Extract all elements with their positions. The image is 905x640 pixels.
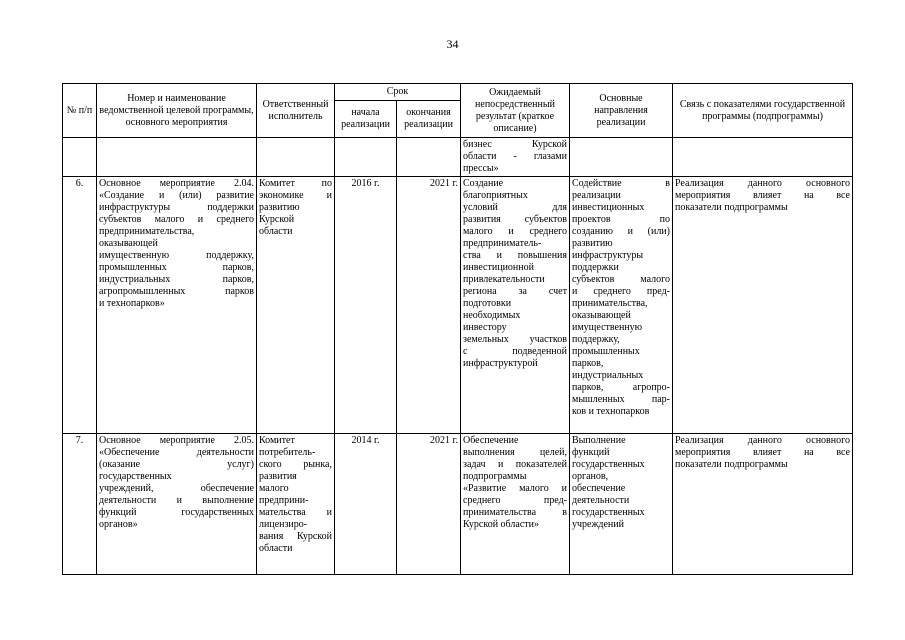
cell-text-line: государственных — [99, 471, 172, 482]
header-link: Связь с показателями государственной программы (подпрограммы) — [673, 84, 853, 138]
cell-text-line: привлекательности — [463, 274, 545, 285]
cell-text-line: субъектов малого — [572, 274, 670, 285]
cell-text-line: государственных — [572, 507, 645, 518]
cell-text-line: мероприятия влияет на все — [675, 190, 850, 201]
cell-text-line: области — [259, 226, 293, 237]
cell-text-line: имущественную поддержку, — [99, 250, 254, 261]
cell-text-line: индустриальных — [572, 370, 644, 381]
cell-end — [397, 138, 461, 177]
cell-text-line: «Обеспечение деятельности — [99, 447, 254, 458]
cell-num — [63, 138, 97, 177]
table-row — [63, 177, 853, 434]
cell-text-line: «Развитие малого и — [463, 483, 567, 494]
cell-text-line: деятельности и выполнение — [99, 495, 254, 506]
header-start: начала реализации — [335, 101, 397, 138]
header-result: Ожидаемый непосредственный результат (краткое описание) — [461, 84, 570, 138]
cell-name — [97, 138, 257, 177]
cell-text-line: инфраструктуры поддержки — [99, 202, 254, 213]
cell-text-line: Комитет — [259, 435, 295, 446]
cell-text-line: созданию и (или) — [572, 226, 670, 237]
cell-text-line: ского рынка, — [259, 459, 332, 470]
cell-result — [461, 138, 570, 177]
cell-text-line: имущественную — [572, 322, 643, 333]
cell-text-line: обеспечение — [572, 483, 626, 494]
cell-text-line: Курской области» — [463, 519, 539, 530]
page-number: 34 — [446, 37, 459, 51]
cell-name — [97, 177, 257, 434]
cell-text-line: реализации — [572, 190, 621, 201]
cell-link — [673, 138, 853, 177]
cell-text-line: Комитет по — [259, 178, 332, 189]
cell-text-line: благоприятных — [463, 190, 528, 201]
cell-text-line: парков, агропро- — [572, 382, 670, 393]
cell-end: 2021 г. — [397, 177, 461, 434]
header-name: Номер и наименование ведомственной целевой программы, основного мероприятия — [97, 84, 257, 138]
cell-text-line: инфраструктуры — [572, 250, 644, 261]
measures-table — [62, 83, 853, 575]
cell-text-line: функций государственных — [99, 507, 254, 518]
cell-text-line: предпринимательства, — [99, 226, 195, 237]
cell-text-line: выполнения целей, — [463, 447, 567, 458]
cell-text-line: поддержку, — [572, 334, 620, 345]
cell-text-line: развитию — [572, 238, 613, 249]
header-num: № п/п — [63, 84, 97, 138]
cell-text-line: учреждений, обеспечение — [99, 483, 254, 494]
cell-text-line: и среднего пред- — [572, 286, 670, 297]
cell-text-line: задач и показателей — [463, 459, 567, 470]
cell-text-line: органов» — [99, 519, 138, 530]
cell-text-line: необходимых — [463, 310, 521, 321]
cell-link — [673, 177, 853, 434]
cell-text-line: экономике и — [259, 190, 332, 201]
cell-text-line: инвестору — [463, 322, 507, 333]
cell-text-line: «Создание и (или) развитие — [99, 190, 254, 201]
cell-text-line: государственных — [572, 459, 645, 470]
cell-text-line: предприни- — [259, 495, 309, 506]
cell-text-line: среднего пред- — [463, 495, 567, 506]
cell-text-line: парков, — [572, 358, 604, 369]
table-row — [63, 434, 853, 575]
cell-start — [335, 138, 397, 177]
cell-text-line: потребитель- — [259, 447, 316, 458]
cell-executor — [257, 138, 335, 177]
cell-text-line: подготовки — [463, 298, 512, 309]
cell-text-line: с подведенной — [463, 346, 567, 357]
cell-text-line: субъектов малого и среднего — [99, 214, 254, 225]
cell-text-line: Содействие в — [572, 178, 670, 189]
cell-text-line: развития субъектов — [463, 214, 567, 225]
cell-directions — [570, 177, 673, 434]
cell-text-line: Реализация данного основного — [675, 178, 850, 189]
header-term: Срок — [335, 84, 461, 101]
cell-start: 2014 г. — [335, 434, 397, 575]
cell-text-line: развития — [259, 471, 297, 482]
table-row-continuation — [63, 138, 853, 177]
header-end: окончания реализации — [397, 101, 461, 138]
cell-text-line: региона за счет — [463, 286, 567, 297]
cell-text-line: развитию — [259, 202, 300, 213]
cell-text-line: подпрограммы — [463, 471, 527, 482]
cell-text-line: проектов по — [572, 214, 670, 225]
cell-text-line: Создание — [463, 178, 504, 189]
cell-text-line: и технопарков» — [99, 298, 165, 309]
cell-text-line: земельных участков — [463, 334, 567, 345]
cell-text-line: области — [259, 543, 293, 554]
cell-text-line: показатели подпрограммы — [675, 202, 788, 213]
cell-result — [461, 177, 570, 434]
cell-text-line: Основное мероприятие 2.05. — [99, 435, 254, 446]
cell-text-line: Выполнение — [572, 435, 626, 446]
cell-text-line: вания Курской — [259, 531, 332, 542]
cell-text-line: инвестиционных — [572, 202, 645, 213]
cell-text-line: мательства и — [259, 507, 332, 518]
cell-end: 2021 г. — [397, 434, 461, 575]
cell-executor — [257, 434, 335, 575]
cell-name — [97, 434, 257, 575]
cell-text-line: предприниматель- — [463, 238, 542, 249]
cell-text-line: условий для — [463, 202, 567, 213]
cell-num: 7. — [63, 434, 97, 575]
cell-text-line: Основное мероприятие 2.04. — [99, 178, 254, 189]
cell-text-line: Обеспечение — [463, 435, 519, 446]
cell-text-line: области - глазами — [463, 151, 567, 162]
cell-text-line: промышленных парков, — [99, 262, 254, 273]
cell-directions — [570, 434, 673, 575]
cell-text-line: оказывающей — [572, 310, 631, 321]
cell-text-line: промышленных — [572, 346, 640, 357]
cell-text-line: Курской — [259, 214, 295, 225]
cell-text-line: ства и повышения — [463, 250, 567, 261]
cell-start: 2016 г. — [335, 177, 397, 434]
cell-text-line: деятельности — [572, 495, 630, 506]
cell-text-line: поддержки — [572, 262, 619, 273]
cell-text-line: малого и среднего — [463, 226, 567, 237]
cell-text-line: учреждений — [572, 519, 624, 530]
cell-text-line: агропромышленных парков — [99, 286, 254, 297]
header-directions: Основные направления реализации — [570, 84, 673, 138]
cell-directions — [570, 138, 673, 177]
cell-text-line: ков и технопарков — [572, 406, 650, 417]
cell-text-line: инфраструктурой — [463, 358, 538, 369]
cell-text-line: органов, — [572, 471, 609, 482]
header-executor: Ответственный исполнитель — [257, 84, 335, 138]
cell-num: 6. — [63, 177, 97, 434]
cell-text-line: (оказание услуг) — [99, 459, 254, 470]
cell-text-line: показатели подпрограммы — [675, 459, 788, 470]
cell-executor — [257, 177, 335, 434]
cell-text-line: бизнес Курской — [463, 139, 567, 150]
cell-text-line: малого — [259, 483, 289, 494]
cell-text-line: инвестиционной — [463, 262, 534, 273]
cell-text-line: принимательства, — [572, 298, 648, 309]
cell-text-line: Реализация данного основного — [675, 435, 850, 446]
cell-text-line: оказывающей — [99, 238, 158, 249]
cell-text-line: прессы» — [463, 163, 499, 174]
cell-text-line: индустриальных парков, — [99, 274, 254, 285]
cell-link — [673, 434, 853, 575]
cell-text-line: мышленных пар- — [572, 394, 670, 405]
cell-text-line: функций — [572, 447, 610, 458]
cell-result — [461, 434, 570, 575]
cell-text-line: лицензиро- — [259, 519, 308, 530]
cell-text-line: принимательства в — [463, 507, 567, 518]
cell-text-line: мероприятия влияет на все — [675, 447, 850, 458]
